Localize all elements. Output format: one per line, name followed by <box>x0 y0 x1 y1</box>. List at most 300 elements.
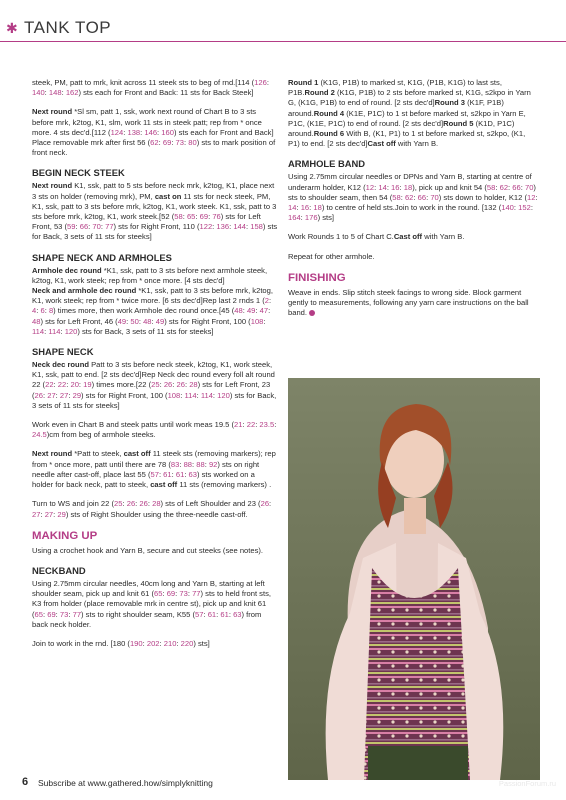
size-value: 61 <box>207 609 217 619</box>
size-value: 27 <box>59 390 69 400</box>
size-value: 120 <box>217 390 230 400</box>
text-run: : <box>138 316 144 326</box>
text-run: With B, (K1, P1) to 1 st before marked st, s2kpo, (K1, P1) to end. [2 sts dec'd] <box>288 129 526 149</box>
text-run: Using 2.75mm circular needles, 40cm long and Yarn B, starting at left shoulder seam, pick up and knit 61 ( <box>32 578 265 599</box>
bold-term: Round 6 <box>313 129 345 139</box>
text-run: : <box>245 222 251 232</box>
text-run: ) sts down to holder, K12 ( <box>438 192 527 202</box>
paragraph <box>288 288 538 319</box>
text-run: : <box>400 192 405 202</box>
size-value: 108 <box>167 390 181 400</box>
size-value: 26 <box>176 380 185 390</box>
size-value: 202 <box>146 638 160 648</box>
size-value: 27 <box>44 509 54 519</box>
size-value: 138 <box>127 127 141 137</box>
text-run: : <box>208 212 213 222</box>
text-run: : <box>255 420 260 430</box>
text-run: : <box>228 609 234 619</box>
paragraph <box>288 78 538 149</box>
size-value: 16 <box>300 203 310 213</box>
text-run: : <box>176 638 181 648</box>
size-value: 69 <box>199 212 209 222</box>
size-value: 59 <box>67 222 76 232</box>
bold-term: Round 2 <box>304 88 335 98</box>
text-run: : <box>196 390 201 400</box>
size-value: 58 <box>486 182 496 192</box>
text-run: : <box>195 212 200 222</box>
size-value: 190 <box>129 638 143 648</box>
text-run: ) sts of Right Shoulder using the three-needle cast-off. <box>65 509 248 519</box>
bold-term: Cast off <box>393 232 423 242</box>
text-run: ) sts] <box>317 213 335 223</box>
size-value: 162 <box>65 88 79 98</box>
text-run: : <box>179 459 184 469</box>
text-run: ) sts to shoulder seam, then 54 ( <box>288 182 536 202</box>
text-run: : <box>55 390 60 400</box>
size-value: 26 <box>139 499 148 509</box>
text-run: ) sts for Left Front, 23 ( <box>32 380 271 400</box>
paragraph <box>32 78 278 98</box>
paragraph <box>32 420 278 440</box>
size-value: 58 <box>174 212 183 222</box>
bold-term: Neck and armhole dec round <box>32 286 137 296</box>
text-run: ) times more, then work Armhole dec round once. <box>53 306 220 316</box>
size-value: 92 <box>208 459 218 469</box>
end-bullet-icon <box>309 310 315 316</box>
size-value: 49 <box>117 316 127 326</box>
text-run: ) sts for Back, 3 sets of 11 sts for steeks] <box>32 390 277 410</box>
size-value: 27 <box>47 390 56 400</box>
size-value: 21 <box>234 420 243 430</box>
text-run: *K1, ssk, patt to 3 sts before mrk, k2tog, K1, work steek; rep from * twice more. [6 sts dec'd] <box>32 286 273 306</box>
text-run: : <box>142 638 147 648</box>
text-run: (K1G, P1B) to 2 sts before marked st, K1G, s2kpo in Yarn G, (K1G, P1B) to end of round. [2 sts dec'd] <box>288 88 531 108</box>
size-value: 88 <box>196 459 205 469</box>
size-value: 158 <box>250 222 263 232</box>
bold-term: Next round <box>32 107 73 117</box>
text-run: ) sts for Right Front, 100 ( <box>81 390 168 400</box>
text-run: 11 steek sts (removing markers); rep from * once more, patt until there are 78 ( <box>32 449 276 469</box>
size-value: 12 <box>365 182 375 192</box>
size-value: 29 <box>72 390 82 400</box>
size-value: 22 <box>45 380 54 390</box>
size-value: 73 <box>59 609 69 619</box>
size-value: 50 <box>130 316 139 326</box>
subscribe-link[interactable]: Subscribe at www.gathered.how/simplyknitting <box>38 778 213 788</box>
section-title: TANK TOP <box>24 18 112 37</box>
text-run: : <box>157 127 162 137</box>
size-value: 8 <box>48 306 54 316</box>
text-run: [112 ( <box>91 127 111 137</box>
size-value: 48 <box>143 316 152 326</box>
text-run: : <box>158 469 164 479</box>
size-value: 48 <box>32 316 41 326</box>
text-run: with Yarn B. <box>395 139 439 149</box>
text-run: Patt to 3 sts before neck steek, k2tog, K1, work steek, K1, ssk, patt to end. [2 sts dec'd] <box>32 360 273 380</box>
text-run: : <box>123 127 128 137</box>
text-run: ), pick up and knit 54 ( <box>412 182 487 192</box>
text-run: : <box>44 326 49 336</box>
size-value: 152 <box>518 203 531 213</box>
text-run: : <box>192 459 197 469</box>
text-run: *K1, ssk, patt to 3 sts before next armhole steek, k2tog, K1, work steek; rep from * once more. [4 sts dec'd] <box>32 265 268 285</box>
text-run: : <box>151 316 156 326</box>
size-value: 23.5 <box>259 420 275 430</box>
size-value: 66 <box>79 222 89 232</box>
size-value: 26 <box>34 390 43 400</box>
size-value: 57 <box>150 469 159 479</box>
heading-begin-neck-steek: BEGIN NECK STEEK <box>32 167 125 179</box>
text-run: : <box>184 380 190 390</box>
text-run: ) sts for Back, 3 sets of 11 sts for steeks] <box>77 326 214 336</box>
size-value: 69 <box>47 609 56 619</box>
model-photo <box>288 378 540 780</box>
text-run: : <box>530 203 533 213</box>
bold-term: cast off <box>150 480 178 490</box>
text-run: : <box>53 509 58 519</box>
paragraph <box>32 449 278 490</box>
text-run: : <box>88 222 93 232</box>
text-run: : <box>216 609 221 619</box>
text-run: : <box>126 316 131 326</box>
text-run: [45 ( <box>219 306 235 316</box>
bold-term: Neck dec round <box>32 360 89 370</box>
text-run: : <box>269 499 272 509</box>
paragraph <box>32 579 278 630</box>
size-value: 61 <box>175 469 185 479</box>
text-run: : <box>61 88 66 98</box>
size-value: 77 <box>192 589 201 599</box>
size-value: 83 <box>170 459 180 469</box>
text-run: : <box>203 609 208 619</box>
text-run: Rep Neck dec round every foll alt round 22 ( <box>32 370 275 390</box>
size-value: 16 <box>391 182 400 192</box>
text-run: : <box>75 222 80 232</box>
text-run: with Yarn B. <box>422 232 465 242</box>
size-value: 114 <box>32 326 45 336</box>
right-column <box>288 78 538 327</box>
size-value: 63 <box>188 469 197 479</box>
text-run: : <box>159 380 164 390</box>
text-run: : <box>426 192 431 202</box>
size-value: 47 <box>259 306 269 316</box>
paragraph <box>288 172 538 223</box>
paragraph <box>32 499 278 519</box>
text-run: : <box>399 182 404 192</box>
text-run: ) to centre of held sts. <box>321 203 395 213</box>
heading-shape-neck: SHAPE NECK <box>32 346 94 358</box>
bold-term: Next round <box>32 449 73 459</box>
text-run: Turn to WS and join 22 ( <box>32 499 115 509</box>
size-value: 210 <box>163 638 177 648</box>
size-value: 77 <box>105 222 114 232</box>
bold-term: Round 4 <box>313 108 345 118</box>
text-run: Using a crochet hook and Yarn B, secure and cut steeks (see notes). <box>32 545 264 555</box>
size-value: 27 <box>32 509 41 519</box>
text-run: : <box>508 182 513 192</box>
size-value: 220 <box>180 638 194 648</box>
paragraph <box>32 286 278 337</box>
size-value: 160 <box>161 127 174 137</box>
text-run: : <box>140 127 145 137</box>
text-run: : <box>171 138 176 148</box>
text-run: ) times more. <box>91 380 136 390</box>
text-run: *Patt to steek, <box>72 449 124 459</box>
size-value: 22 <box>246 420 256 430</box>
text-run: ) sts] <box>193 638 210 648</box>
size-value: 77 <box>72 609 82 619</box>
size-value: 62 <box>404 192 414 202</box>
heading-neckband: NECKBAND <box>32 564 86 576</box>
size-value: 19 <box>83 380 92 390</box>
paragraph <box>32 107 278 158</box>
text-run: Repeat for other armhole. <box>288 251 375 261</box>
left-column <box>32 78 278 658</box>
size-value: 69 <box>162 138 172 148</box>
text-run: : <box>242 420 247 430</box>
size-value: 65 <box>154 589 163 599</box>
text-run: Weave in ends. Slip stitch steek facings to wrong side. Block garment gently to measurements, following any yarn care instructions on the ball band. <box>288 287 529 318</box>
size-value: 63 <box>233 609 242 619</box>
text-run: ) sts of Left Shoulder and 23 ( <box>160 499 261 509</box>
bold-term: Round 5 <box>443 118 474 128</box>
heading-finishing: FINISHING <box>288 271 346 284</box>
text-run: (K1E, P1C) to 1 st before marked st, s2kpo in Yarn E, P1C, (K1E, P1C) to end of round. [2 sts dec'd] <box>288 108 526 128</box>
size-value: 88 <box>183 459 193 469</box>
text-run: ) sts each for Front and Back: 11 sts for Back Steek] <box>78 88 254 98</box>
size-value: 140 <box>501 203 514 213</box>
text-run: Join to work in the round. [132 ( <box>394 203 502 213</box>
text-run: : <box>158 138 163 148</box>
text-run: Join to work in the rnd. [180 ( <box>32 638 130 648</box>
size-value: 164 <box>288 213 301 223</box>
paragraph <box>32 546 278 556</box>
text-run: : <box>229 222 234 232</box>
size-value: 18 <box>313 203 322 213</box>
size-value: 126 <box>254 78 267 87</box>
text-run: K1, ssk, patt to 5 sts before neck mrk, k2tog, K1, place next 3 sts on holder (removing mrk), PM, <box>32 181 275 201</box>
bold-term: Round 3 <box>434 98 466 108</box>
size-value: 24.5 <box>32 430 47 440</box>
text-run: : <box>78 380 84 390</box>
text-run: ) sts each for Front and Back] Place removable mrk after first 56 ( <box>32 127 274 148</box>
text-run: ) sts for Left Front, 53 ( <box>32 212 261 232</box>
text-run: : <box>180 390 185 400</box>
size-value: 57 <box>195 609 204 619</box>
text-run: ) sts worked on a holder for back neck, patt to steek, <box>32 469 255 490</box>
text-run: : <box>159 638 164 648</box>
size-value: 65 <box>34 609 43 619</box>
size-value: 28 <box>152 499 161 509</box>
size-value: 148 <box>48 88 62 98</box>
text-run: : <box>66 380 71 390</box>
text-run: : <box>60 326 65 336</box>
size-value: 80 <box>188 138 197 148</box>
size-value: 28 <box>189 380 198 390</box>
text-run: : <box>175 589 180 599</box>
text-run: : <box>274 420 277 430</box>
text-run: : <box>255 306 260 316</box>
size-value: 70 <box>430 192 439 202</box>
text-run: : <box>135 499 140 509</box>
text-run: ) sts to right shoulder seam, K55 ( <box>81 609 196 619</box>
text-run: : <box>68 609 73 619</box>
text-run: : <box>162 589 167 599</box>
page-header <box>0 0 566 46</box>
size-value: 73 <box>175 138 184 148</box>
size-value: 146 <box>144 127 158 137</box>
size-value: 136 <box>216 222 230 232</box>
paragraph <box>288 232 538 242</box>
text-run: : <box>44 88 49 98</box>
text-run: : <box>513 203 519 213</box>
text-run: : <box>413 192 418 202</box>
text-run: (K1G, P1B) to marked st, K1G, (P1B, K1G) to last sts, P1B. <box>288 78 502 98</box>
text-run: ) sts for Left Front, 46 ( <box>40 316 118 326</box>
size-value: 66 <box>417 192 427 202</box>
text-run: : <box>535 192 538 202</box>
text-run: : <box>204 459 209 469</box>
bold-term: Armhole dec round <box>32 265 102 275</box>
size-value: 69 <box>166 589 176 599</box>
heading-armhole-band: ARMHOLE BAND <box>288 158 366 170</box>
paragraph <box>32 266 278 286</box>
text-run: Work even in Chart B and steek patts until work meas 19.5 ( <box>32 420 235 430</box>
text-run: : <box>122 499 127 509</box>
text-run: : <box>182 212 187 222</box>
size-value: 124 <box>110 127 124 137</box>
text-run: [114 ( <box>235 78 255 87</box>
size-value: 114 <box>200 390 213 400</box>
text-run: : <box>386 182 392 192</box>
text-run: ) sts on right needle after cast-off, place last 55 ( <box>32 459 260 479</box>
size-value: 176 <box>304 213 318 223</box>
heading-shape-neck-armholes: SHAPE NECK AND ARMHOLES <box>32 251 172 263</box>
paragraph <box>32 181 278 242</box>
paragraph <box>32 639 278 649</box>
header-divider <box>0 41 566 42</box>
size-value: 70 <box>524 182 534 192</box>
size-value: 120 <box>64 326 78 336</box>
size-value: 73 <box>179 589 188 599</box>
text-run: : <box>374 182 379 192</box>
text-run: steek, PM, patt to mrk, knit across 11 steek sts to beg of rnd. <box>32 78 236 87</box>
text-run: : <box>40 509 45 519</box>
model-illustration <box>288 378 540 780</box>
text-run: )cm from beg of armhole steeks. <box>46 430 156 440</box>
text-run: : <box>296 203 301 213</box>
size-value: 49 <box>155 316 165 326</box>
text-run: : <box>268 306 271 316</box>
text-run: ) sts for Right Front, 100 ( <box>164 316 251 326</box>
size-value: 61 <box>163 469 172 479</box>
text-run: ) sts to mark position of front neck. <box>32 138 276 158</box>
text-run: ) sts for Back, 3 sets of 11 sts for steeks] <box>32 222 278 242</box>
text-run: : <box>68 390 73 400</box>
size-value: 58 <box>392 192 401 202</box>
size-value: 6 <box>40 306 45 316</box>
text-run: : <box>263 316 266 326</box>
size-value: 12 <box>527 192 536 202</box>
text-run: : <box>212 222 217 232</box>
text-run: : <box>495 182 500 192</box>
text-run: [22 ( <box>135 380 152 390</box>
size-value: 144 <box>233 222 246 232</box>
watermark: PassionForum.ru <box>498 779 556 788</box>
text-run: *Sl sm, patt 1, ssk, work next round of Chart B to 3 sts before mrk, k2tog, K1, slm, work 11 sts in steek patt; rep from * once more. 4 sts dec'd. <box>32 107 262 137</box>
text-run: : <box>300 213 305 223</box>
text-run: : <box>53 380 58 390</box>
size-value: 114 <box>184 390 197 400</box>
paragraph <box>288 252 538 262</box>
text-run: : <box>171 469 176 479</box>
size-value: 49 <box>246 306 256 316</box>
size-value: 122 <box>199 222 213 232</box>
size-value: 140 <box>32 88 45 98</box>
text-run: (K1D, P1C) around. <box>288 118 515 139</box>
size-value: 29 <box>57 509 66 519</box>
size-value: 76 <box>212 212 221 222</box>
size-value: 2 <box>264 296 269 306</box>
size-value: 20 <box>70 380 79 390</box>
size-value: 25 <box>114 499 123 509</box>
size-value: 61 <box>220 609 229 619</box>
size-value: 25 <box>151 380 160 390</box>
text-run: : <box>187 589 193 599</box>
bold-term: Cast off <box>367 139 396 149</box>
text-run: ) sts to held front sts, K3 from holder (place removable mrk in centre st), pick up and knit 61 ( <box>32 589 271 619</box>
size-value: 108 <box>250 316 264 326</box>
text-run: : <box>100 222 106 232</box>
size-value: 62 <box>499 182 509 192</box>
size-value: 14 <box>288 203 297 213</box>
size-value: 48 <box>234 306 243 316</box>
size-value: 66 <box>512 182 521 192</box>
text-run: [52 ( <box>159 212 175 222</box>
text-run: : <box>36 306 41 316</box>
heading-making-up: MAKING UP <box>32 529 98 542</box>
text-run: ) sts for Right Front, 110 ( <box>113 222 200 232</box>
text-run: Work Rounds 1 to 5 of Chart C. <box>288 232 394 242</box>
page-footer <box>0 768 566 800</box>
text-run: : <box>55 609 60 619</box>
bold-term: cast off <box>123 449 151 459</box>
text-run: : <box>520 182 525 192</box>
text-run: : <box>147 499 153 509</box>
size-value: 26 <box>163 380 173 390</box>
paragraph <box>32 360 278 411</box>
text-run: : <box>309 203 314 213</box>
text-run: : <box>44 306 49 316</box>
size-value: 18 <box>403 182 413 192</box>
text-run: ) from back neck holder. <box>32 609 262 629</box>
asterisk-flower-icon: ✱ <box>6 20 18 36</box>
text-run: (K1F, P1B) around. <box>288 98 504 118</box>
text-run: : <box>184 469 189 479</box>
size-value: 65 <box>186 212 196 222</box>
text-run: 11 sts (removing markers) . <box>177 480 272 490</box>
bold-term: cast on <box>154 191 182 201</box>
size-value: 26 <box>126 499 136 509</box>
size-value: 14 <box>378 182 387 192</box>
text-run: : <box>42 390 48 400</box>
bold-term: Next round <box>32 181 73 191</box>
text-run: 11 sts for neck steek, PM, K1, ssk, patt to 3 sts before mrk, k2tog, K1, work steek. K1, ssk, patt to 3 sts before mrk, k2tog, K1, work steek. <box>32 191 277 222</box>
size-value: 4 <box>32 306 37 316</box>
text-run: Rep last 2 rnds 1 ( <box>202 296 265 306</box>
text-run: : <box>266 78 269 87</box>
size-value: 62 <box>150 138 159 148</box>
